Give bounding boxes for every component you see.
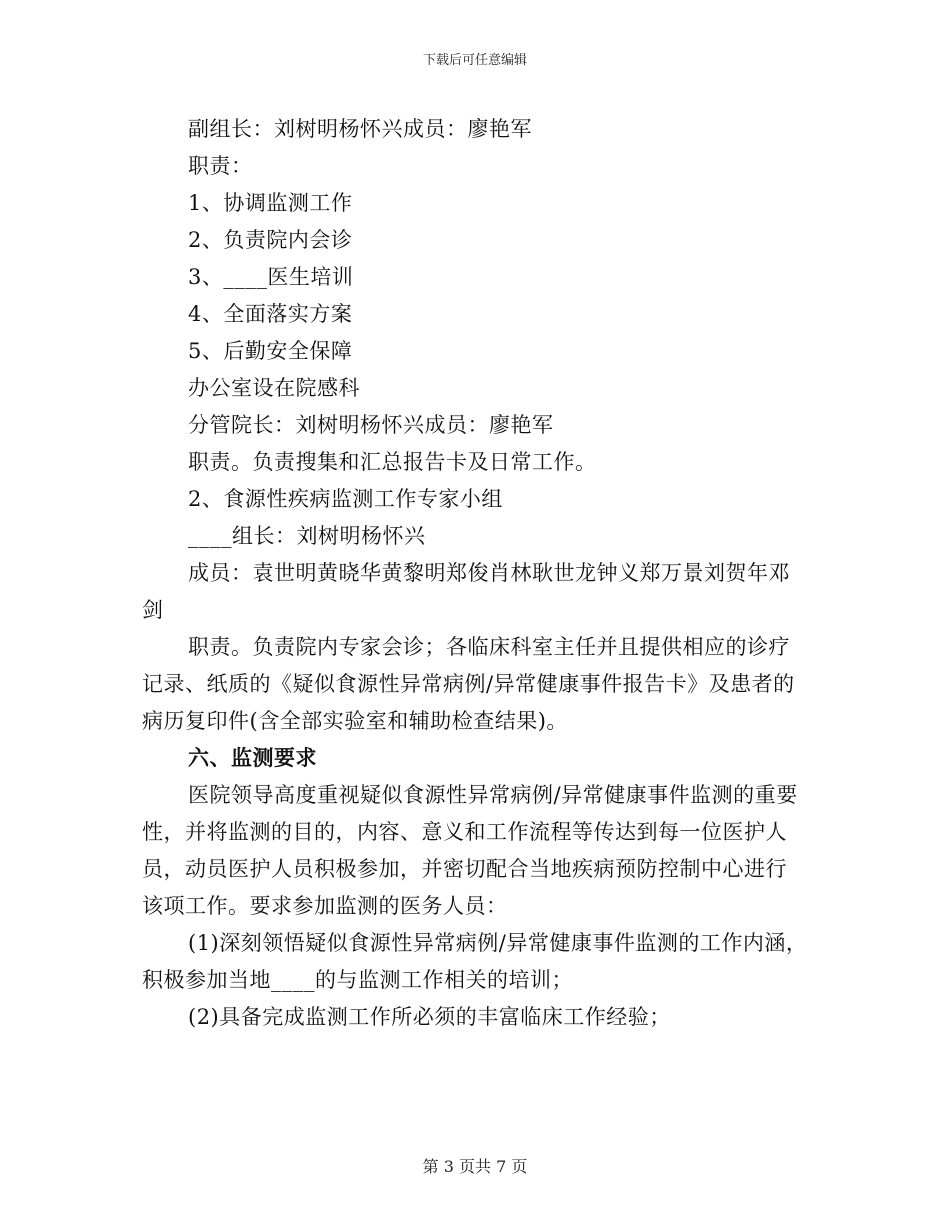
requirements-paragraph-line-4: 该项工作。要求参加监测的医务人员： — [142, 894, 508, 918]
page-header: 下载后可任意编辑 — [422, 53, 527, 68]
requirements-paragraph-line-1: 医院领导高度重视疑似食源性异常病例/异常健康事件监测的重要 — [188, 783, 798, 807]
requirement-item-1-line-2: 积极参加当地____的与监测工作相关的培训； — [142, 968, 573, 992]
expert-duties-line-2: 记录、纸质的《疑似食源性异常病例/异常健康事件报告卡》及患者的 — [142, 672, 795, 696]
expert-group-leader-line: ____组长：刘树明杨怀兴 — [188, 524, 426, 548]
office-location-line: 办公室设在院感科 — [188, 376, 360, 400]
requirement-item-1-line-1: (1)深刻领悟疑似食源性异常病例/异常健康事件监测的工作内涵， — [188, 931, 808, 955]
duties-label: 职责： — [188, 154, 253, 178]
page-footer: 第 3 页共 7 页 — [422, 1157, 528, 1176]
duty-item-4: 4、全面落实方案 — [188, 302, 353, 326]
expert-members-line-cont: 剑 — [142, 598, 164, 622]
expert-duties-line-3: 病历复印件(含全部实验室和辅助检查结果)。 — [142, 709, 568, 733]
vice-president-line: 分管院长：刘树明杨怀兴成员：廖艳军 — [188, 413, 554, 437]
duty-item-3: 3、____医生培训 — [188, 265, 354, 289]
duty-item-1: 1、协调监测工作 — [188, 191, 353, 215]
deputy-leader-line: 副组长：刘树明杨怀兴成员：廖艳军 — [188, 117, 532, 141]
duty-item-5: 5、后勤安全保障 — [188, 339, 353, 363]
office-duties-line: 职责。负责搜集和汇总报告卡及日常工作。 — [188, 450, 597, 474]
requirements-paragraph-line-2: 性，并将监测的目的，内容、意义和工作流程等传达到每一位医护人 — [142, 820, 787, 844]
requirements-paragraph-line-3: 员，动员医护人员积极参加，并密切配合当地疾病预防控制中心进行 — [142, 857, 787, 881]
requirement-item-2: (2)具备完成监测工作所必须的丰富临床工作经验； — [188, 1005, 671, 1029]
expert-group-heading: 2、食源性疾病监测工作专家小组 — [188, 487, 503, 511]
expert-members-line: 成员：袁世明黄晓华黄黎明郑俊肖林耿世龙钟义郑万景刘贺年邓 — [188, 561, 790, 585]
section-heading-monitoring-requirements: 六、监测要求 — [188, 745, 317, 770]
duty-item-2: 2、负责院内会诊 — [188, 228, 353, 252]
expert-duties-line-1: 职责。负责院内专家会诊；各临床科室主任并且提供相应的诊疗 — [188, 635, 790, 659]
